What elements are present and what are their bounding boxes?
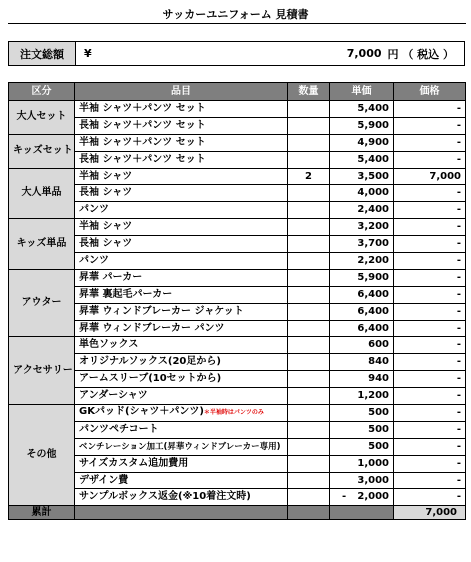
unit-price-cell — [330, 303, 394, 320]
unit-price-value: 4,000 — [357, 187, 389, 199]
unit-price-cell — [330, 151, 394, 168]
qty-cell[interactable]: 2 — [288, 168, 330, 185]
unit-price-value: 6,400 — [357, 288, 389, 300]
header-category: 区分 — [9, 83, 75, 101]
item-name: 昇華 パーカー — [79, 271, 143, 283]
table-row — [9, 168, 466, 185]
line-price-cell: - — [394, 219, 466, 236]
line-price-cell: - — [394, 117, 466, 134]
unit-price-cell — [330, 371, 394, 388]
line-price-cell: 7,000 — [394, 168, 466, 185]
unit-price-value: 600 — [368, 339, 389, 351]
item-name: オリジナルソックス(20足から) — [79, 356, 221, 368]
category-cell: アウター — [9, 269, 75, 337]
table-row — [9, 438, 466, 455]
table-row — [9, 337, 466, 354]
line-price-cell: - — [394, 185, 466, 202]
item-name: アームスリーブ(10セットから) — [79, 373, 222, 385]
table-row — [9, 134, 466, 151]
unit-price-value: 500 — [368, 423, 389, 435]
item-name: 半袖 シャツ＋パンツ セット — [79, 102, 206, 114]
unit-price-value: 6,400 — [357, 322, 389, 334]
table-row — [9, 202, 466, 219]
unit-price-cell — [330, 405, 394, 422]
qty-cell[interactable] — [288, 236, 330, 253]
title-underline — [8, 23, 466, 24]
unit-price-value: 4,900 — [357, 136, 389, 148]
item-cell — [75, 489, 288, 506]
category-cell: キッズ単品 — [9, 219, 75, 270]
unit-price-value: 5,400 — [357, 102, 389, 114]
table-row — [9, 472, 466, 489]
line-price-cell: - — [394, 134, 466, 151]
line-price-cell: - — [394, 405, 466, 422]
unit-price-value: 3,700 — [357, 238, 389, 250]
line-price-cell: - — [394, 101, 466, 118]
unit-price-value: 2,400 — [357, 204, 389, 216]
unit-price-cell — [330, 421, 394, 438]
item-name: 長袖 シャツ＋パンツ セット — [79, 153, 206, 165]
qty-cell[interactable] — [288, 101, 330, 118]
unit-price-value: 1,200 — [357, 390, 389, 402]
table-row — [9, 320, 466, 337]
line-price-cell: - — [394, 438, 466, 455]
unit-price-cell — [330, 455, 394, 472]
item-name: 長袖 シャツ＋パンツ セット — [79, 119, 206, 131]
qty-cell[interactable] — [288, 219, 330, 236]
unit-price-cell — [330, 388, 394, 405]
table-row — [9, 455, 466, 472]
line-price-cell: - — [394, 489, 466, 506]
table-row — [9, 371, 466, 388]
table-row — [9, 117, 466, 134]
table-row — [9, 405, 466, 422]
table-row — [9, 101, 466, 118]
unit-price-cell — [330, 134, 394, 151]
qty-cell[interactable] — [288, 253, 330, 270]
unit-price-value: 500 — [368, 440, 389, 452]
unit-price-cell — [330, 438, 394, 455]
category-cell: 大人セット — [9, 101, 75, 135]
header-price: 価格 — [394, 83, 466, 101]
sum-spacer — [288, 506, 330, 520]
item-cell — [75, 303, 288, 320]
table-row — [9, 219, 466, 236]
unit-price-cell — [330, 185, 394, 202]
header-item: 品目 — [75, 83, 288, 101]
item-cell — [75, 455, 288, 472]
item-cell — [75, 117, 288, 134]
item-name: 半袖 シャツ — [79, 170, 133, 182]
order-total-value — [76, 42, 464, 65]
unit-price-value: 500 — [368, 406, 389, 418]
qty-cell[interactable] — [288, 421, 330, 438]
line-price-cell: - — [394, 253, 466, 270]
item-cell — [75, 371, 288, 388]
unit-price-cell — [330, 253, 394, 270]
item-name: 昇華 裏起毛パーカー — [79, 288, 173, 300]
quote-table — [8, 82, 466, 520]
unit-price-value: 3,200 — [357, 221, 389, 233]
minus-sign: - — [342, 491, 347, 503]
sum-spacer — [75, 506, 288, 520]
unit-price-cell — [330, 354, 394, 371]
item-name: デザイン費 — [79, 474, 129, 486]
unit-price-cell — [330, 472, 394, 489]
table-row — [9, 421, 466, 438]
item-name: パンツ — [79, 204, 109, 216]
item-cell — [75, 320, 288, 337]
item-name: 長袖 シャツ — [79, 238, 133, 250]
qty-cell[interactable] — [288, 354, 330, 371]
qty-cell[interactable] — [288, 489, 330, 506]
item-name: GKパッド(シャツ＋パンツ) — [79, 406, 204, 418]
item-name: ベンチレーション加工(昇華ウィンドブレーカー専用) — [79, 441, 281, 452]
order-total-box — [8, 41, 465, 66]
unit-price-value: 840 — [368, 356, 389, 368]
item-cell — [75, 151, 288, 168]
qty-cell[interactable] — [288, 405, 330, 422]
unit-price-value: 2,200 — [357, 254, 389, 266]
item-cell — [75, 185, 288, 202]
qty-cell[interactable] — [288, 371, 330, 388]
table-row — [9, 185, 466, 202]
line-price-cell: - — [394, 236, 466, 253]
item-name: パンツ — [79, 254, 109, 266]
qty-cell[interactable] — [288, 337, 330, 354]
table-row — [9, 269, 466, 286]
unit-price-value: 1,000 — [357, 457, 389, 469]
line-price-cell: - — [394, 421, 466, 438]
sum-label: 累計 — [9, 506, 75, 520]
line-price-cell: - — [394, 286, 466, 303]
qty-cell[interactable] — [288, 117, 330, 134]
qty-cell[interactable] — [288, 202, 330, 219]
line-price-cell: - — [394, 151, 466, 168]
item-name: パンツペチコート — [79, 423, 159, 435]
item-name: 単色ソックス — [79, 339, 139, 351]
table-header-row — [9, 83, 466, 101]
qty-cell[interactable] — [288, 286, 330, 303]
unit-price-cell — [330, 286, 394, 303]
unit-price-value: 3,500 — [357, 170, 389, 182]
unit-price-value: 2,000 — [357, 491, 389, 503]
table-row — [9, 286, 466, 303]
unit-price-value: 940 — [368, 373, 389, 385]
item-note: ＊半袖時はパンツのみ — [203, 409, 264, 417]
sum-spacer — [330, 506, 394, 520]
item-cell — [75, 438, 288, 455]
unit-price-value: 6,400 — [357, 305, 389, 317]
tax-included-note: 円 （ 税込 ） — [387, 47, 454, 61]
unit-price-cell — [330, 117, 394, 134]
qty-cell[interactable] — [288, 185, 330, 202]
unit-price-cell — [330, 269, 394, 286]
order-total-label: 注文総額 — [9, 42, 76, 65]
unit-price-cell — [330, 202, 394, 219]
line-price-cell: - — [394, 354, 466, 371]
unit-price-cell — [330, 101, 394, 118]
qty-cell[interactable] — [288, 472, 330, 489]
item-cell — [75, 219, 288, 236]
item-name: 昇華 ウィンドブレーカー ジャケット — [79, 305, 244, 317]
header-qty: 数量 — [288, 83, 330, 101]
item-cell — [75, 202, 288, 219]
category-cell: その他 — [9, 405, 75, 506]
sum-value: 7,000 — [394, 506, 466, 520]
header-unit-price: 単価 — [330, 83, 394, 101]
qty-cell[interactable] — [288, 388, 330, 405]
unit-price-cell — [330, 337, 394, 354]
table-row — [9, 388, 466, 405]
line-price-cell: - — [394, 303, 466, 320]
item-name: 昇華 ウィンドブレーカー パンツ — [79, 322, 225, 334]
line-price-cell: - — [394, 472, 466, 489]
sum-row — [9, 506, 466, 520]
line-price-cell: - — [394, 202, 466, 219]
document-title: サッカーユニフォーム 見積書 — [162, 8, 309, 21]
item-cell — [75, 421, 288, 438]
currency-symbol: ¥ — [84, 47, 92, 60]
table-row — [9, 489, 466, 506]
item-cell — [75, 236, 288, 253]
category-cell: キッズセット — [9, 134, 75, 168]
unit-price-cell — [330, 219, 394, 236]
qty-cell[interactable] — [288, 455, 330, 472]
unit-price-value: 5,900 — [357, 271, 389, 283]
category-cell: 大人単品 — [9, 168, 75, 219]
category-cell: アクセサリー — [9, 337, 75, 405]
qty-cell[interactable] — [288, 134, 330, 151]
line-price-cell: - — [394, 320, 466, 337]
item-cell — [75, 472, 288, 489]
item-cell — [75, 388, 288, 405]
unit-price-cell — [330, 320, 394, 337]
item-name: 半袖 シャツ — [79, 221, 133, 233]
item-cell — [75, 134, 288, 151]
item-cell — [75, 253, 288, 270]
item-cell — [75, 337, 288, 354]
table-row — [9, 354, 466, 371]
item-cell — [75, 286, 288, 303]
item-name: 半袖 シャツ＋パンツ セット — [79, 136, 206, 148]
qty-cell[interactable] — [288, 269, 330, 286]
item-cell — [75, 405, 288, 422]
line-price-cell: - — [394, 388, 466, 405]
unit-price-cell — [330, 236, 394, 253]
item-name: アンダーシャツ — [79, 390, 148, 402]
line-price-cell: - — [394, 269, 466, 286]
table-row — [9, 253, 466, 270]
item-cell — [75, 101, 288, 118]
item-cell — [75, 269, 288, 286]
table-row — [9, 151, 466, 168]
unit-price-cell — [330, 168, 394, 185]
item-name: 長袖 シャツ — [79, 187, 133, 199]
unit-price-value: 5,900 — [357, 119, 389, 131]
unit-price-cell — [330, 489, 394, 506]
unit-price-value: 3,000 — [357, 474, 389, 486]
qty-cell[interactable] — [288, 320, 330, 337]
line-price-cell: - — [394, 455, 466, 472]
unit-price-value: 5,400 — [357, 153, 389, 165]
qty-cell[interactable] — [288, 438, 330, 455]
table-row — [9, 236, 466, 253]
item-cell — [75, 168, 288, 185]
line-price-cell: - — [394, 337, 466, 354]
item-name: サイズカスタム追加費用 — [79, 457, 189, 469]
item-name: サンプルボックス返金(※10着注文時) — [79, 491, 251, 503]
qty-cell[interactable] — [288, 303, 330, 320]
table-row — [9, 303, 466, 320]
order-total-amount: 7,000 — [346, 47, 382, 60]
line-price-cell: - — [394, 371, 466, 388]
qty-cell[interactable] — [288, 151, 330, 168]
item-cell — [75, 354, 288, 371]
